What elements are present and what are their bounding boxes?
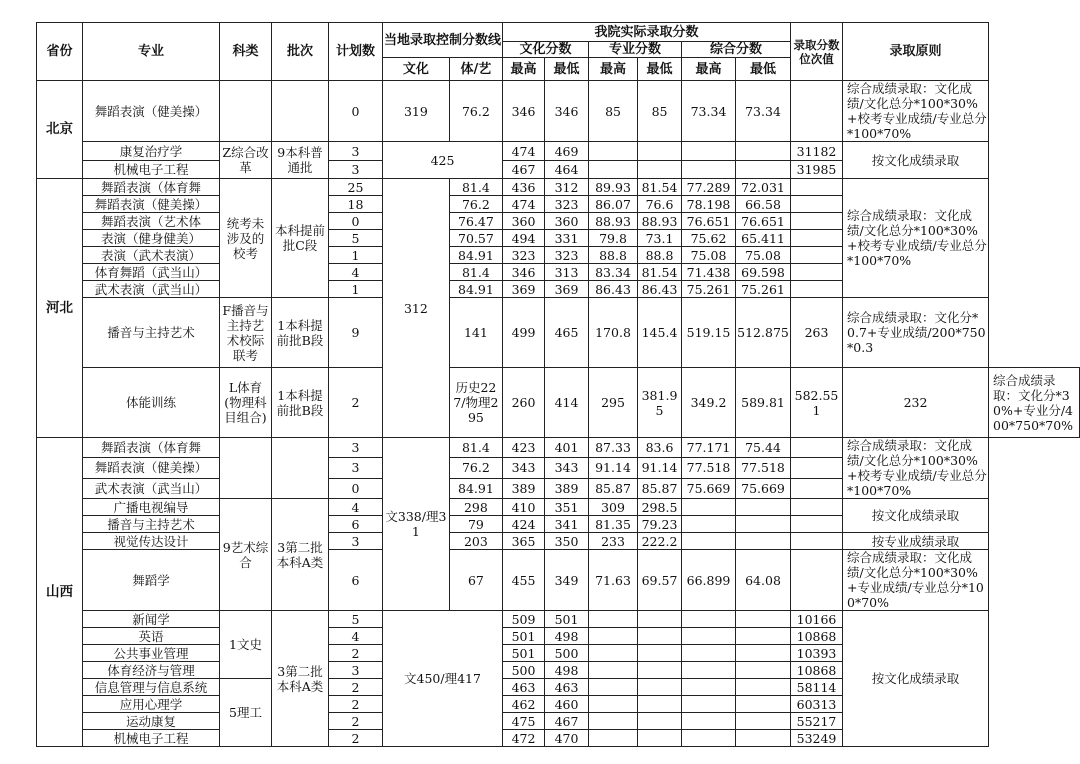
major-cell: 舞蹈表演（体育舞 [83,438,220,458]
table-row: 舞蹈表演（艺术体 0 76.47 360 360 88.93 88.93 76.651 76.651 [37,213,1080,230]
major-cell: 播音与主持艺术 [83,298,220,368]
rule-cell: 综合成绩录取：文化成绩/文化总分*100*30%+专业成绩/专业总分*100*70% [843,550,989,611]
province-cell: 北京 [37,81,83,179]
major-cell: 表演（健身健美） [83,230,220,247]
table-row: 舞蹈表演（健美操） 18 76.2 474 323 86.07 76.6 78.198 66.58 [37,196,1080,213]
rule-cell: 综合成绩录取：文化成绩/文化总分*100*30%+校考专业成绩/专业总分*100*70% [843,81,989,142]
table-row: 广播电视编导 9艺术综合 3第二批本科A类 4 298 410 351 309 298.5 按文化成绩录取 [37,499,1080,516]
rule-cell: 综合成绩录取：文化分*30%+专业分/400*750*70% [989,368,1080,438]
table-row: 北京 舞蹈表演（健美操） 0 319 76.2 346 346 85 85 73.34 73.34 综合成绩录取：文化成绩/文化总分*100*30%+校考专业成绩/专业总分*100*70% [37,81,1080,142]
table-row: 视觉传达设计 3 203 365 350 233 222.2 按专业成绩录取 [37,533,1080,550]
major-cell: 康复治疗学 [83,142,220,161]
major-cell: 新闻学 [83,611,220,628]
table-row: 机械电子工程 3 467 464 31985 [37,161,1080,179]
major-cell: 信息管理与信息系统 [83,679,220,696]
major-cell: 英语 [83,628,220,645]
table-row: 体育舞蹈（武当山） 4 81.4 346 313 83.34 81.54 71.438 69.598 [37,264,1080,281]
hdr-sub-max: 最高 [682,58,736,81]
major-cell: 体育经济与管理 [83,662,220,679]
major-cell: 体育舞蹈（武当山） [83,264,220,281]
rule-cell: 按文化成绩录取 [843,142,989,179]
table-row: 英语 4 501 498 10868 [37,628,1080,645]
major-cell: 视觉传达设计 [83,533,220,550]
hdr-province: 省份 [37,23,83,81]
major-cell: 公共事业管理 [83,645,220,662]
table-row: 表演（武术表演） 1 84.91 323 323 88.8 88.8 75.08 75.08 [37,247,1080,264]
rule-cell: 按文化成绩录取 [843,499,989,533]
province-cell: 河北 [37,179,83,438]
major-cell: 舞蹈表演（体育舞 [83,179,220,196]
table-row: 体育经济与管理 3 500 498 10868 [37,662,1080,679]
major-cell: 表演（武术表演） [83,247,220,264]
major-cell: 舞蹈表演（健美操） [83,458,220,478]
table-row: 河北 舞蹈表演（体育舞 统考未涉及的校考 本科提前批C段 25 312 81.4 436 312 89.93 81.54 77.289 72.031 综合成绩录取：文化成绩/文化总分*100*30%+校考专业成绩/专业总分*100*70% [37,179,1080,196]
table-row: 播音与主持艺术 6 79 424 341 81.35 79.23 [37,516,1080,533]
hdr-sub-culture: 文化 [383,58,450,81]
rule-cell: 按专业成绩录取 [843,533,989,550]
table-row: 应用心理学 2 462 460 60313 [37,696,1080,713]
hdr-major: 专业 [83,23,220,81]
table-row: 武术表演（武当山） 1 84.91 369 369 86.43 86.43 75.261 75.261 [37,281,1080,298]
major-cell: 播音与主持艺术 [83,516,220,533]
table-row: 康复治疗学 Z综合改革 9本科普通批 3 425 474 469 31182 按文化成绩录取 [37,142,1080,161]
table-row: 机械电子工程 2 472 470 53249 [37,730,1080,747]
table-row: 新闻学 1文史 3第二批本科A类 5 文450/理417 509 501 10166 按文化成绩录取 [37,611,1080,628]
table-row: 山西 舞蹈表演（体育舞 3 文338/理31 81.4 423 401 87.33 83.6 77.171 75.44 综合成绩录取：文化成绩/文化总分*100*30%+校考专业成绩/专业总分*100*70% [37,438,1080,458]
hdr-major-score: 专业分数 [589,42,682,58]
rule-cell: 综合成绩录取：文化分*0.7+专业成绩/200*750*0.3 [843,298,989,368]
hdr-sub-min: 最低 [545,58,589,81]
major-cell: 机械电子工程 [83,161,220,179]
major-cell: 运动康复 [83,713,220,730]
hdr-plan: 计划数 [329,23,383,81]
major-cell: 舞蹈表演（健美操） [83,81,220,142]
rule-cell: 综合成绩录取：文化成绩/文化总分*100*30%+校考专业成绩/专业总分*100*70% [843,438,989,499]
hdr-category: 科类 [220,23,272,81]
hdr-sub-max: 最高 [503,58,545,81]
hdr-sub-min: 最低 [736,58,791,81]
major-cell: 武术表演（武当山） [83,281,220,298]
table-row: 运动康复 2 475 467 55217 [37,713,1080,730]
hdr-sub-max: 最高 [589,58,638,81]
hdr-actual-score: 我院实际录取分数 [503,23,791,42]
admission-score-table [36,22,1080,747]
major-cell: 应用心理学 [83,696,220,713]
major-cell: 武术表演（武当山） [83,478,220,498]
table-row: 信息管理与信息系统 5理工 2 463 463 58114 [37,679,1080,696]
table-row: 表演（健身健美） 5 70.57 494 331 79.8 73.1 75.62 65.411 [37,230,1080,247]
major-cell: 机械电子工程 [83,730,220,747]
province-cell: 山西 [37,438,83,747]
hdr-rule: 录取原则 [843,23,989,81]
hdr-rank: 录取分数位次值 [791,23,843,81]
table-row: 播音与主持艺术 F播音与主持艺术校际联考 1本科提前批B段 9 141 499 465 170.8 145.4 519.15 512.875 263 综合成绩录取：文化分*0.7+专业成绩/200*750*0.3 [37,298,1080,368]
hdr-culture-score: 文化分数 [503,42,589,58]
table-row: 舞蹈表演（健美操） 3 76.2 343 343 91.14 91.14 77.518 77.518 [37,458,1080,478]
major-cell: 舞蹈表演（健美操） [83,196,220,213]
major-cell: 舞蹈表演（艺术体 [83,213,220,230]
hdr-sub-sport-art: 体/艺 [449,58,502,81]
hdr-batch: 批次 [272,23,329,81]
table-row: 武术表演（武当山） 0 84.91 389 389 85.87 85.87 75.669 75.669 [37,478,1080,498]
table-row: 体能训练 L体育(物理科目组合) 1本科提前批B段 2 历史227/物理295 260 414 295 381.95 349.2 589.81 582.551 232 综合成绩录取：文化分*30%+专业分/400*750*70% [37,368,1080,438]
hdr-control-line: 当地录取控制分数线 [383,23,503,58]
table-row: 舞蹈学 6 67 455 349 71.63 69.57 66.899 64.08 综合成绩录取：文化成绩/文化总分*100*30%+专业成绩/专业总分*100*70% [37,550,1080,611]
rule-cell: 按文化成绩录取 [843,611,989,747]
major-cell: 舞蹈学 [83,550,220,611]
major-cell: 广播电视编导 [83,499,220,516]
table-row: 公共事业管理 2 501 500 10393 [37,645,1080,662]
hdr-total-score: 综合分数 [682,42,791,58]
rule-cell: 综合成绩录取：文化成绩/文化总分*100*30%+校考专业成绩/专业总分*100*70% [843,179,989,298]
major-cell: 体能训练 [83,368,220,438]
hdr-sub-min: 最低 [638,58,682,81]
